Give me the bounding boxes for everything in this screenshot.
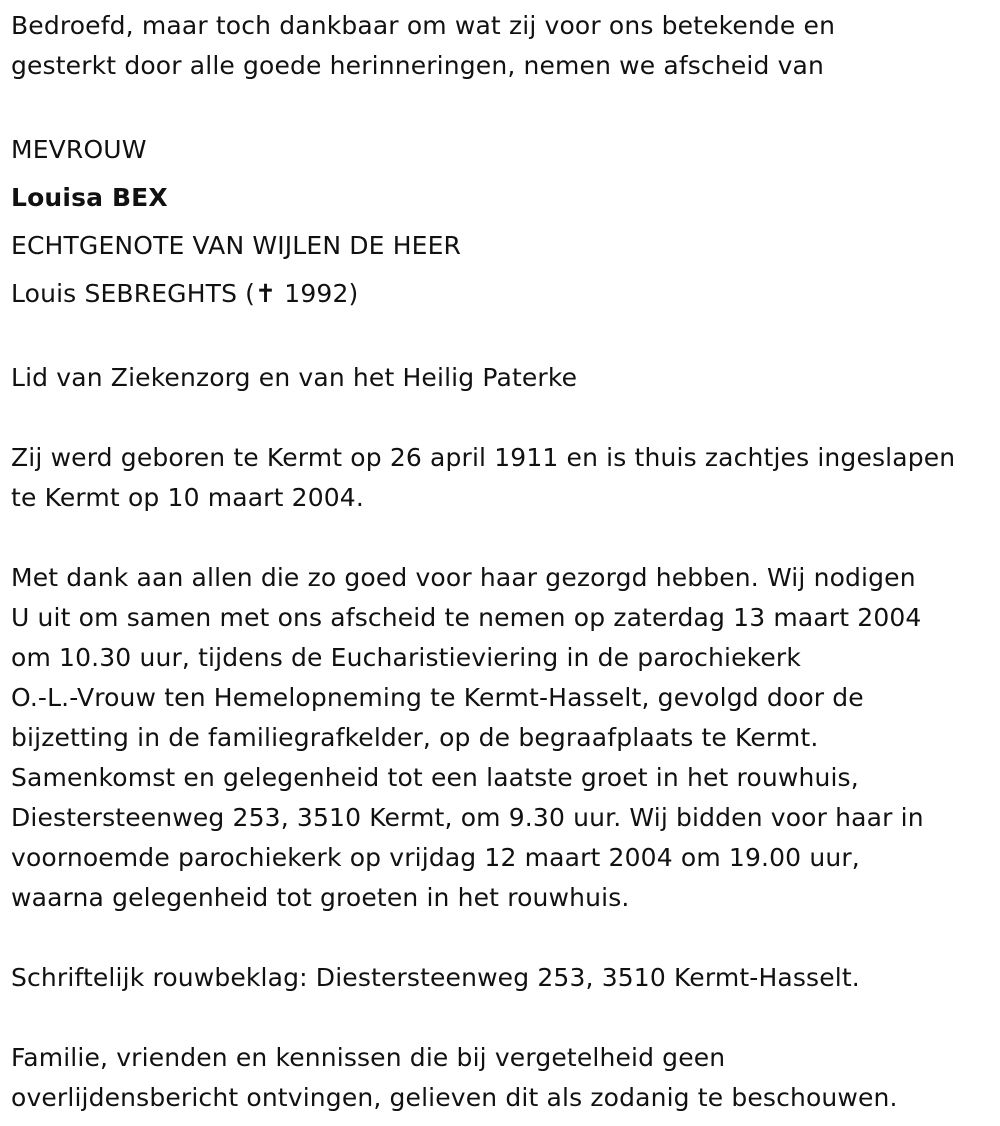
spacer bbox=[11, 86, 996, 126]
ceremony-line: U uit om samen met ons afscheid te nemen op zaterdag 13 maart 2004 bbox=[11, 603, 922, 632]
birth-death-line: te Kermt op 10 maart 2004. bbox=[11, 483, 364, 512]
deceased-name: Louisa BEX bbox=[11, 183, 168, 212]
birth-death-line: Zij werd geboren te Kermt op 26 april 1911 en is thuis zachtjes ingeslapen bbox=[11, 443, 956, 472]
intro-paragraph bbox=[11, 6, 996, 86]
honorific: MEVROUW bbox=[11, 135, 147, 164]
spacer bbox=[11, 998, 996, 1038]
spacer bbox=[11, 518, 996, 558]
condolence-line: Schriftelijk rouwbeklag: Diestersteenweg 253, 3510 Kermt-Hasselt. bbox=[11, 963, 860, 992]
ceremony-line: om 10.30 uur, tijdens de Eucharistieviering in de parochiekerk bbox=[11, 643, 801, 672]
ceremony-line: O.-L.-Vrouw ten Hemelopneming te Kermt-Hasselt, gevolgd door de bbox=[11, 683, 864, 712]
intro-line: Bedroefd, maar toch dankbaar om wat zij voor ons betekende en bbox=[11, 11, 836, 40]
spacer bbox=[11, 918, 996, 958]
spacer bbox=[11, 398, 996, 438]
ceremony-line: Met dank aan allen die zo goed voor haar gezorgd hebben. Wij nodigen bbox=[11, 563, 916, 592]
membership-paragraph bbox=[11, 358, 996, 398]
ceremony-paragraph bbox=[11, 558, 996, 918]
ceremony-line: Diestersteenweg 253, 3510 Kermt, om 9.30 uur. Wij bidden voor haar in bbox=[11, 803, 924, 832]
spacer bbox=[11, 318, 996, 358]
ceremony-line: Samenkomst en gelegenheid tot een laatste groet in het rouwhuis, bbox=[11, 763, 859, 792]
person-block bbox=[11, 126, 996, 318]
obituary-notice bbox=[11, 6, 996, 1118]
closing-line: overlijdensbericht ontvingen, gelieven dit als zodanig te beschouwen. bbox=[11, 1083, 898, 1112]
closing-line: Familie, vrienden en kennissen die bij vergetelheid geen bbox=[11, 1043, 726, 1072]
closing-paragraph bbox=[11, 1038, 996, 1118]
ceremony-line: bijzetting in de familiegrafkelder, op de begraafplaats te Kermt. bbox=[11, 723, 819, 752]
relation-line: ECHTGENOTE VAN WIJLEN DE HEER bbox=[11, 231, 462, 260]
ceremony-line: waarna gelegenheid tot groeten in het rouwhuis. bbox=[11, 883, 630, 912]
spouse-name: Louis SEBREGHTS (✝ 1992) bbox=[11, 279, 359, 308]
condolence-paragraph bbox=[11, 958, 996, 998]
membership-line: Lid van Ziekenzorg en van het Heilig Paterke bbox=[11, 363, 578, 392]
intro-line: gesterkt door alle goede herinneringen, nemen we afscheid van bbox=[11, 51, 825, 80]
ceremony-line: voornoemde parochiekerk op vrijdag 12 maart 2004 om 19.00 uur, bbox=[11, 843, 860, 872]
birth-death-paragraph bbox=[11, 438, 996, 518]
